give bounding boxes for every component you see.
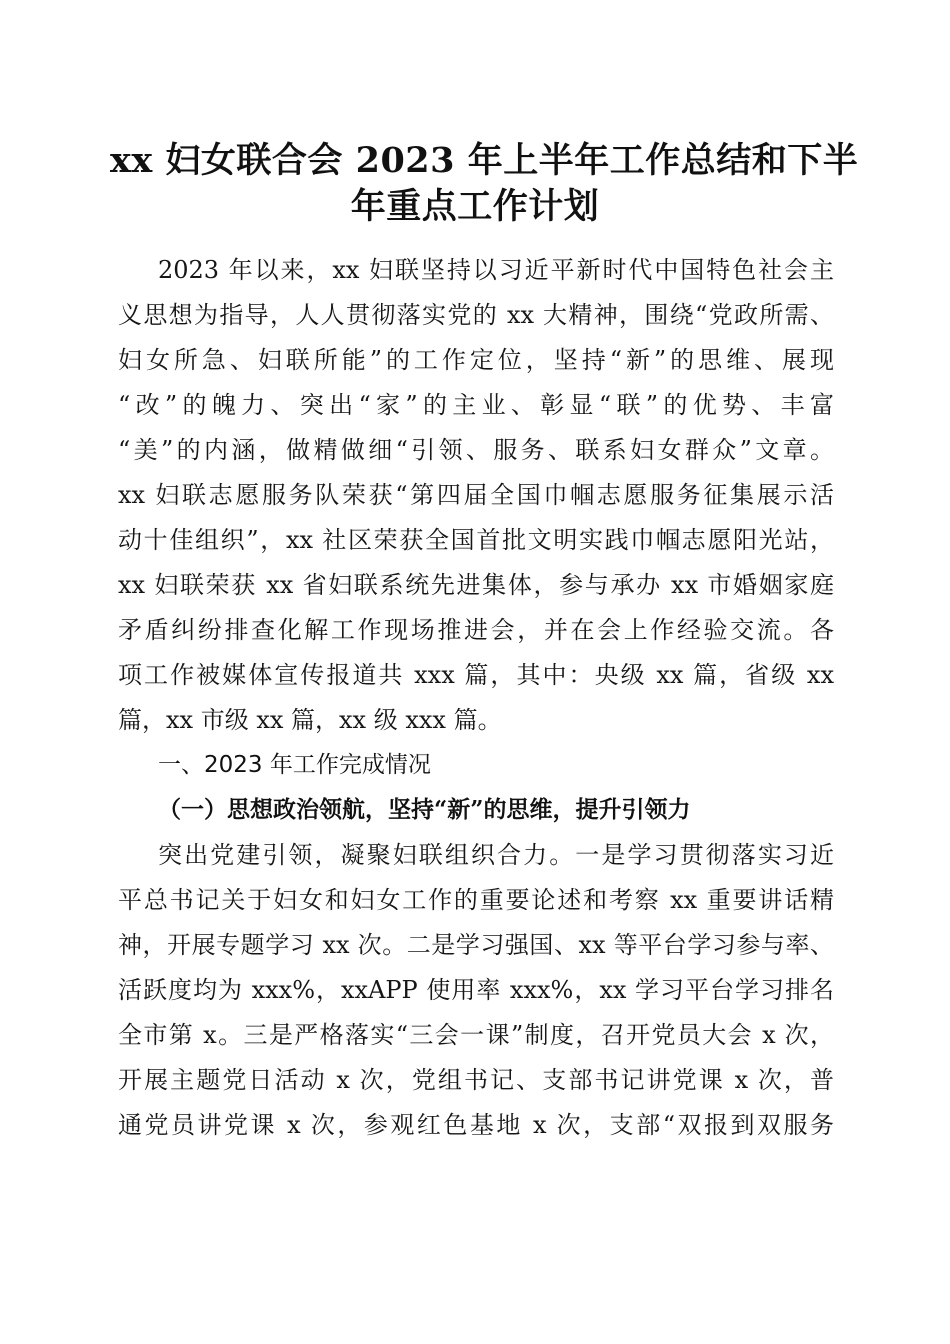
body-paragraph-line: 平总书记关于妇女和妇女工作的重要论述和考察 xx 重要讲话精 [118,886,834,914]
body-paragraph-line: 全市第 x。三是严格落实“三会一课”制度，召开党员大会 x 次， [118,1021,834,1049]
intro-paragraph-line: xx 妇联志愿服务队荣获“第四届全国巾帼志愿服务征集展示活 [118,481,834,509]
intro-paragraph-line: xx 妇联荣获 xx 省妇联系统先进集体，参与承办 xx 市婚姻家庭 [118,571,834,599]
intro-paragraph-line: 篇，xx 市级 xx 篇，xx 级 xxx 篇。 [118,706,502,734]
document-title-line-1: xx 妇女联合会 2023 年上半年工作总结和下半 [110,140,859,181]
body-paragraph-line: 开展主题党日活动 x 次，党组书记、支部书记讲党课 x 次，普 [118,1066,834,1094]
intro-paragraph-line: 项工作被媒体宣传报道共 xxx 篇，其中：央级 xx 篇，省级 xx [118,661,834,689]
intro-paragraph-line: 妇女所急、妇联所能”的工作定位，坚持“新”的思维、展现 [118,346,834,374]
body-paragraph-line: 活跃度均为 xxx%，xxAPP 使用率 xxx%，xx 学习平台学习排名 [118,976,834,1004]
intro-paragraph-line: 动十佳组织”，xx 社区荣获全国首批文明实践巾帼志愿阳光站， [118,526,834,554]
intro-paragraph-line: 矛盾纠纷排查化解工作现场推进会，并在会上作经验交流。各 [118,616,834,644]
intro-paragraph-line: 义思想为指导，人人贯彻落实党的 xx 大精神，围绕“党政所需、 [118,301,834,329]
body-paragraph-line: 突出党建引领，凝聚妇联组织合力。一是学习贯彻落实习近 [158,841,834,869]
section-heading: 一、2023 年工作完成情况 [158,752,431,778]
intro-paragraph-line: 2023 年以来，xx 妇联坚持以习近平新时代中国特色社会主 [158,256,834,284]
document-title-line-2: 年重点工作计划 [350,186,600,227]
body-paragraph-line: 神，开展专题学习 xx 次。二是学习强国、xx 等平台学习参与率、 [118,931,834,959]
body-paragraph-line: 通党员讲党课 x 次，参观红色基地 x 次，支部“双报到双服务 [118,1111,834,1139]
subsection-heading: （一）思想政治领航，坚持“新”的思维，提升引领力 [158,796,691,823]
intro-paragraph-line: “改”的魄力、突出“家”的主业、彰显“联”的优势、丰富 [118,391,834,419]
intro-paragraph-line: “美”的内涵，做精做细“引领、服务、联系妇女群众”文章。 [118,436,834,464]
